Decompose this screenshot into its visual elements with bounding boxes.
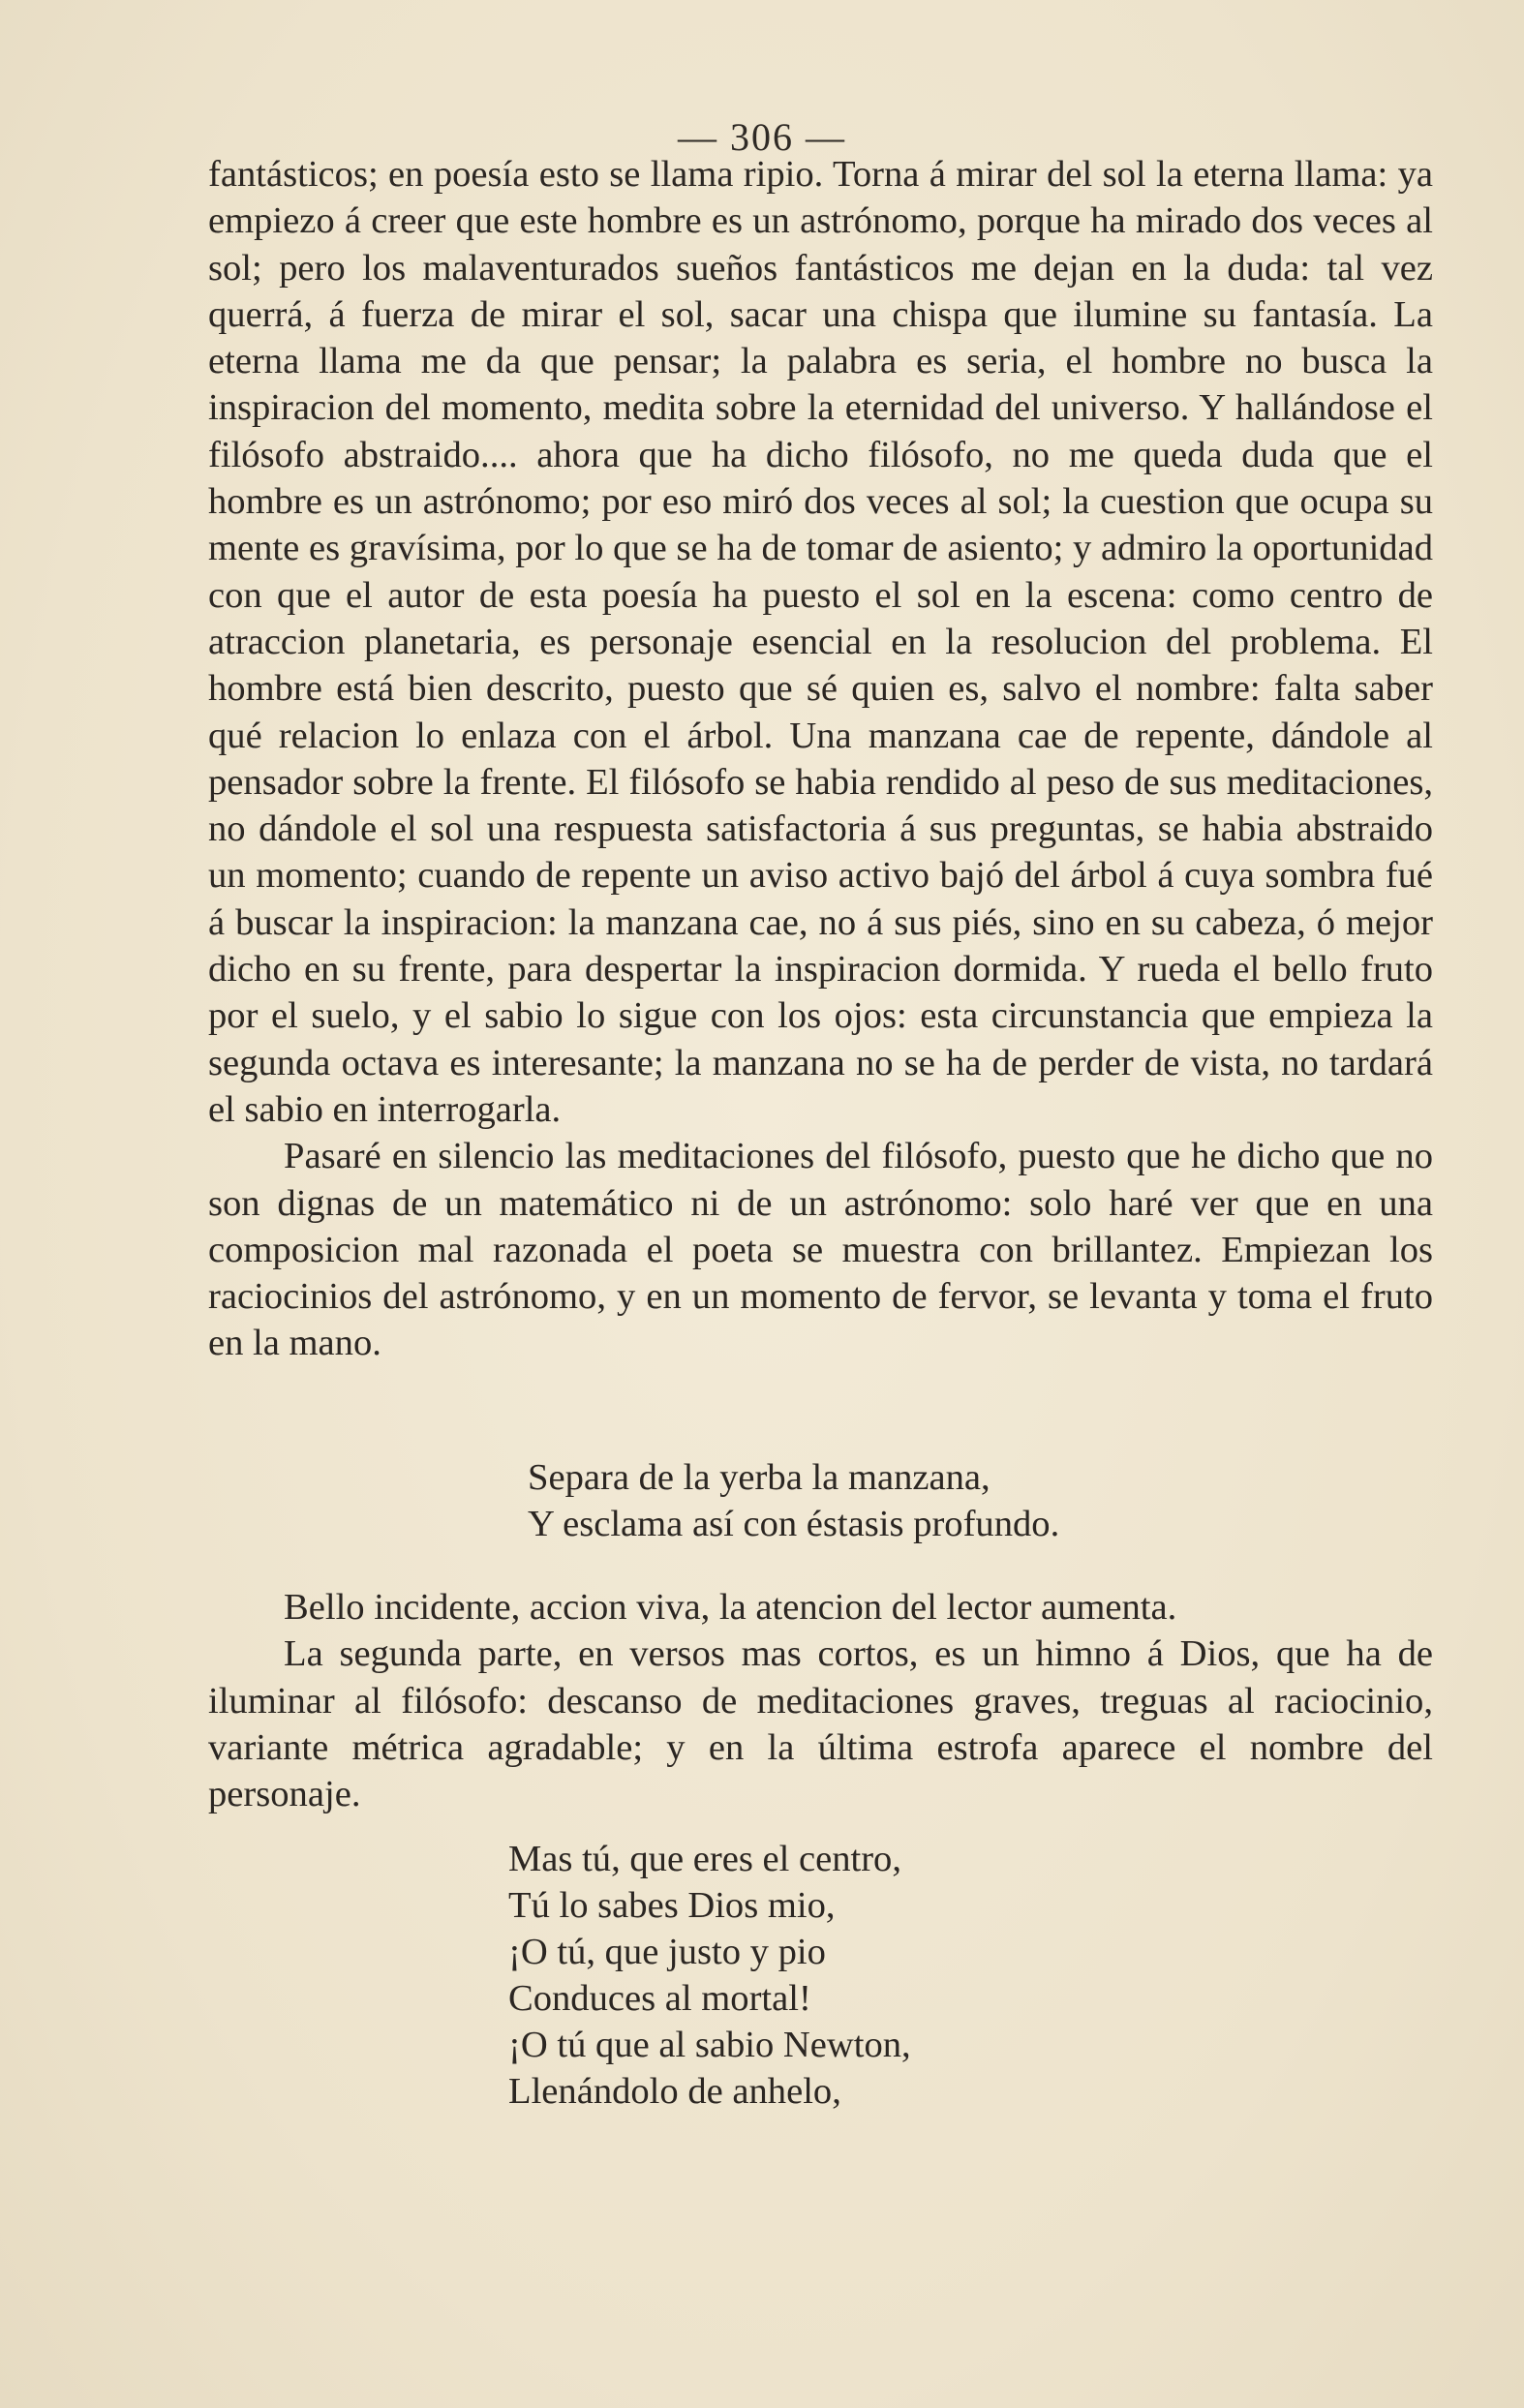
verse-line: ¡O tú que al sabio Newton, xyxy=(508,2025,911,2065)
page-number: — 306 — xyxy=(678,115,846,159)
paragraph-3: Bello incidente, accion viva, la atencion del lector aumenta. xyxy=(284,1587,1177,1628)
verse-quote-2 xyxy=(508,1836,911,2115)
verse-line: ¡O tú, que justo y pio xyxy=(508,1932,826,1972)
verse-line: Tú lo sabes Dios mio, xyxy=(508,1885,836,1926)
verse-quote-1 xyxy=(528,1454,1059,1547)
verse-line: Llenándolo de anhelo, xyxy=(508,2071,841,2112)
verse-line: Y esclama así con éstasis profundo. xyxy=(528,1504,1060,1544)
body-text-bottom xyxy=(208,1584,1433,1817)
verse-line: Separa de la yerba la manzana, xyxy=(528,1457,991,1498)
body-text-top xyxy=(208,151,1433,1367)
verse-line: Mas tú, que eres el centro, xyxy=(508,1839,901,1879)
paragraph-1: fantásticos; en poesía esto se llama ripio. Torna á mirar del sol la eterna llama: ya empiezo á creer que este hombre es un astrónomo, porque ha mirado dos veces al sol; pero los malaventurados sueños fantásticos me dejan en la duda: tal vez querrá, á fuerza de mirar el sol, sacar una chispa que ilumine su fantasía. La eterna llama me da que pensar; la palabra es seria, el hombre no busca la inspiracion del momento, medita sobre la eternidad del universo. Y hallándose el filósofo abstraido.... ahora que ha dicho filósofo, no me queda duda que el hombre es un astrónomo; por eso miró dos veces al sol; la cuestion que ocupa su mente es gravísima, por lo que se ha de tomar de asiento; y admiro la oportunidad con que el autor de esta poesía ha puesto el sol en la escena: como centro de atraccion planetaria, es personaje esencial en la resolucion del problema. El hombre está bien descrito, puesto que sé quien es, salvo el nombre: falta saber qué relacion lo enlaza con el árbol. Una manzana cae de repente, dándole al pensador sobre la frente. El filósofo se habia rendido al peso de sus meditaciones, no dándole el sol una respuesta satisfactoria á sus preguntas, se habia abstraido un momento; cuando de repente un aviso activo bajó del árbol á cuya sombra fué á buscar la inspiracion: la manzana cae, no á sus piés, sino en su cabeza, ó mejor dicho en su frente, para despertar la inspiracion dormida. Y rueda el bello fruto por el suelo, y el sabio lo sigue con los ojos: esta circunstancia que empieza la segunda octava es interesante; la manzana no se ha de perder de vista, no tardará el sabio en interrogarla. xyxy=(208,154,1433,1130)
paragraph-2: Pasaré en silencio las meditaciones del filósofo, puesto que he dicho que no son dignas de un matemático ni de un astrónomo: solo haré ver que en una composicion mal razonada el poeta se muestra con brillantez. Empiezan los raciocinios del astrónomo, y en un momento de fervor, se levanta y toma el fruto en la mano. xyxy=(208,1136,1433,1364)
verse-line: Conduces al mortal! xyxy=(508,1978,811,2019)
paragraph-4: La segunda parte, en versos mas cortos, es un himno á Dios, que ha de iluminar al filósofo: descanso de meditaciones graves, treguas al raciocinio, variante métrica agradable; y en la última estrofa aparece el nombre del personaje. xyxy=(208,1633,1433,1815)
